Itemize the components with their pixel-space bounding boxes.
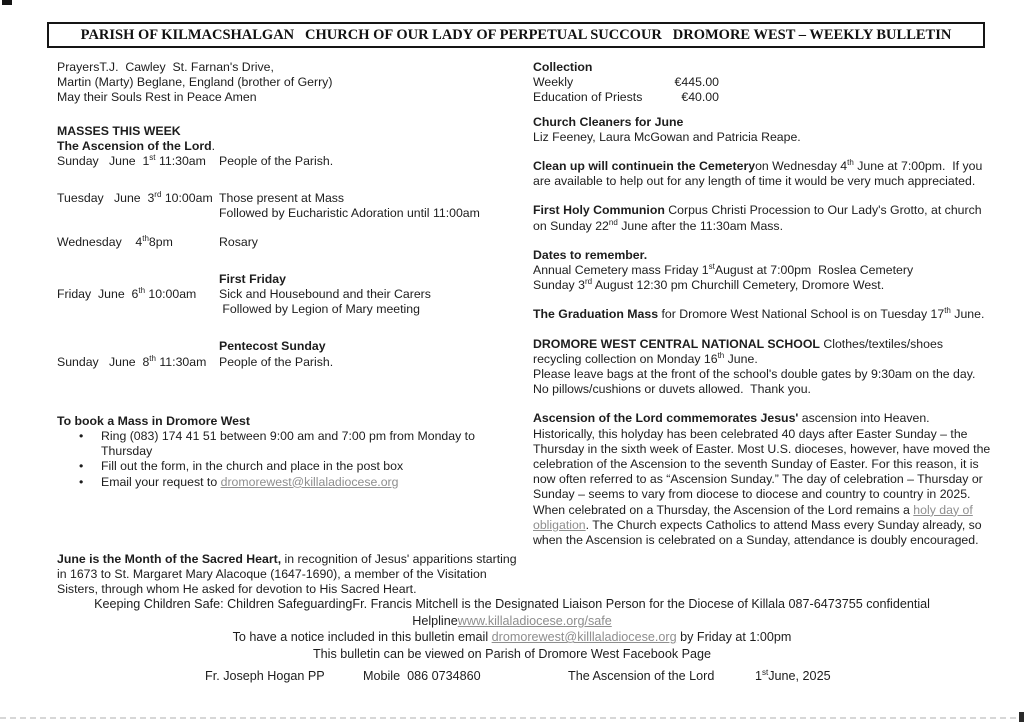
masses-heading: MASSES THIS WEEK [57,123,181,138]
collection-row [533,75,991,90]
cleanup-paragraph [533,159,991,189]
mass-date: Tuesday June 3rd 10:00am [57,190,213,206]
dates-line-2: Sunday 3rd August 12:30 pm Churchill Cemetery, Dromore West. [533,277,885,293]
booking-email-link[interactable]: dromorewest@killaladiocese.org [220,474,399,489]
masses-subheading: The Ascension of the Lord [57,138,212,153]
mass-title: First Friday [219,271,286,286]
sacred-heart-bold: June is the Month of the Sacred Heart, [57,551,282,566]
footer [0,596,1024,662]
footer-bottom-row [0,669,1024,685]
booking-bullet-2 [57,459,523,474]
sacred-heart-paragraph [57,552,523,598]
mass-intention: Followed by Legion of Mary meeting [219,302,420,317]
prayers-line-2: Martin (Marty) Beglane, England (brother of Gerry) [57,75,333,90]
dates-to-remember-section [533,248,991,294]
cleanup-bold: Clean up will continuein the Cemetery [533,159,756,174]
collection-amount: €40.00 [681,90,719,105]
mass-title: Pentecost Sunday [219,339,326,354]
mass-row-friday-extra [57,302,523,317]
cleanup-text-rest: June at 7:00pm. If you are available to help out for any length of time it would be very much appreciated. [533,159,986,189]
notice-line: To have a notice included in this bulletin email dromorewest@killlaladiocese.org by Friday at 1:00pm [232,630,792,644]
priest-mobile: Mobile 086 0734860 [363,669,481,683]
mass-date: Sunday June 8th 11:30am [57,353,207,369]
bulletin-email-link[interactable]: dromorewest@killlaladiocese.org [491,630,677,644]
graduation-bold: The Graduation Mass [533,307,659,322]
feast-name: The Ascension of the Lord [568,669,715,683]
helpline-link[interactable]: www.killaladiocese.org/safe [457,613,612,628]
booking-bullet-2-text: Fill out the form, in the church and place in the post box [101,459,404,474]
right-column [533,60,994,562]
scan-artifact-bottom-right [1019,712,1024,722]
mass-date: Wednesday 4th8pm [57,233,173,249]
ascension-obligation-line: When celebrated on a Thursday, the Ascension of the Lord remains a holy day of obligation. The Church expects Catholics to attend Mass every Sunday already, so when the Ascension is celebrated on a Sunday, attendance is doubly encouraged. [533,502,986,548]
booking-bullet-1-text: Ring (083) 174 41 51 between 9:00 am and 7:00 pm from Monday to Thursday [101,429,479,459]
page-title: PARISH OF KILMACSHALGAN CHURCH OF OUR LADY OF PERPETUAL SUCCOUR DROMORE WEST – WEEKLY BULLETIN [80,26,952,43]
communion-text-rest: June after the 11:30am Mass. [617,218,783,233]
mass-row-friday [57,287,523,302]
communion-ordinal: nd [608,217,618,227]
communion-bold: First Holy Communion [533,203,665,218]
mass-row-sunday-8 [57,355,523,370]
booking-section [57,414,523,490]
masses-subheading-period: . [211,138,216,153]
prayers-line-1: PrayersT.J. Cawley St. Farnan's Drive, [57,60,274,74]
mass-intention: Sick and Housebound and their Carers [219,287,431,302]
collection-amount: €445.00 [674,75,719,90]
ascension-paragraph [533,411,994,548]
booking-bullet-3 [57,475,523,490]
school-line-1: DROMORE WEST CENTRAL NATIONAL SCHOOL Clothes/textiles/shoes recycling collection on Monday 16th June. [533,336,947,366]
collection-section [533,60,991,106]
holy-day-obligation-link[interactable]: holy day of obligation [533,502,973,532]
bulletin-date: 1stJune, 2025 [755,667,831,683]
communion-text: Corpus Christi Procession to Our Lady's Grotto, at church on Sunday 22 [533,203,986,233]
booking-bullet-1 [57,429,523,459]
mass-row-sunday-1 [57,154,523,169]
mass-intention: Rosary [219,234,258,249]
collection-row [533,90,991,105]
bullet-icon: • [79,429,84,444]
bullet-icon: • [79,459,84,474]
bulletin-header-box [47,22,985,48]
mass-schedule [57,154,523,370]
mass-intention: Those present at Mass Followed by Eucharistic Adoration until 11:00am [219,191,480,221]
first-communion-paragraph [533,203,991,233]
school-line-2: Please leave bags at the front of the school's double gates by 9:30am on the day. No pillows/cushions or duvets allowed. Thank you. [533,367,979,397]
collection-label: Weekly [533,75,574,90]
school-recycling-paragraph [533,337,991,398]
helpline-line [0,613,1024,629]
booking-heading: To book a Mass in Dromore West [57,413,250,428]
dates-line-1: Annual Cemetery mass Friday 1stAugust at 7:00pm Roslea Cemetery [533,261,914,278]
sacred-heart-text: in recognition of Jesus' apparitions starting in 1673 to St. Margaret Mary Alacoque (1647-1690), a member of the Visitation Sisters, through whom He asked for devotion to His Sacred Heart. [57,551,520,597]
priest-name: Fr. Joseph Hogan PP [205,669,325,683]
mass-intention: People of the Parish. [219,354,334,369]
scan-artifact-top-left [2,0,12,5]
mass-row-tuesday [57,191,523,221]
graduation-paragraph: The Graduation Mass for Dromore West National School is on Tuesday 17th June. [533,306,985,322]
scan-artifact-bottom-line [0,717,1016,719]
prayers-section [57,60,523,106]
cleanup-text: on Wednesday 4 [755,159,848,174]
masses-section-heading [57,124,523,154]
cleaners-names: Liz Feeney, Laura McGowan and Patricia Reape. [533,129,801,144]
bullet-icon: • [79,474,84,489]
booking-bullet-3-text: Email your request to dromorewest@killaladiocese.org [101,474,399,489]
mass-date: Sunday June 1st 11:30am [57,152,206,169]
mass-row-friday-title [57,272,523,287]
collection-label: Education of Priests [533,90,643,105]
collection-heading: Collection [533,60,593,74]
mass-date: Friday June 6th 10:00am [57,285,197,302]
mass-row-sunday-8-title [57,339,523,354]
cleaners-heading: Church Cleaners for June [533,114,684,129]
cleaners-section [533,115,991,145]
dates-heading: Dates to remember. [533,247,648,262]
helpline-label: Helpline [412,613,458,628]
ascension-text: Ascension of the Lord commemorates Jesus' ascension into Heaven. Historically, this holyday has been celebrated 40 days after Easter Sunday – the Thursday in the sixth week of Easter. Most U.S. dioceses, however, have moved the celebration of the Ascension to the seventh Sunday of Easter. For this reason, it is now often referred to as “Ascension Sunday.” The day of celebration – Thursday or Sunday – seems to vary from diocese to diocese and country to country in 2025. [533,411,994,502]
prayers-line-3: May their Souls Rest in Peace Amen [57,90,257,105]
cleanup-ordinal: th [847,157,854,167]
safeguarding-line: Keeping Children Safe: Children SafeguardingFr. Francis Mitchell is the Designated Liaison Person for the Diocese of Killala 087-6473755 confidential [94,597,930,611]
mass-intention: People of the Parish. [219,154,334,169]
mass-row-wednesday [57,235,523,250]
facebook-line: This bulletin can be viewed on Parish of Dromore West Facebook Page [312,646,712,661]
left-column [57,60,523,597]
